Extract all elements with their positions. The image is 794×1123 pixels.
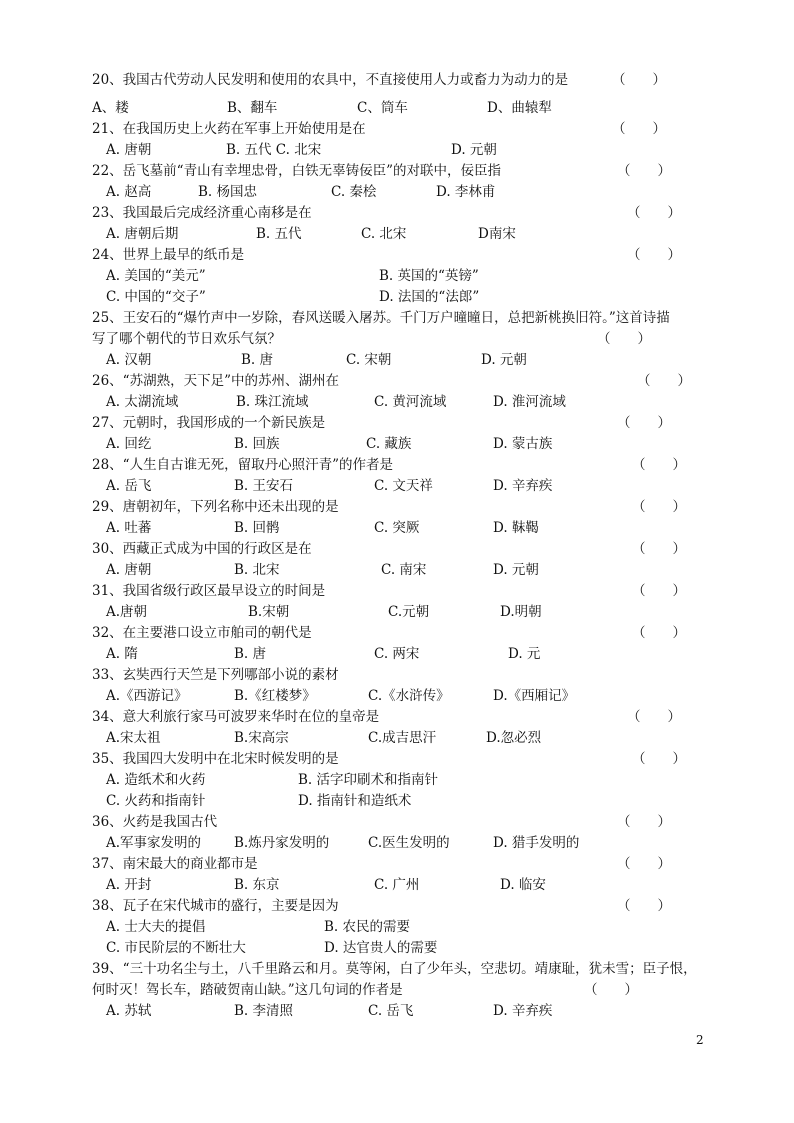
- question-stem-continued: [92, 329, 732, 350]
- question-text: 37、南宋最大的商业都市是: [92, 856, 258, 872]
- question-text: 23、我国最后完成经济重心南移是在: [92, 205, 312, 221]
- options-row: [106, 686, 746, 707]
- option-a: A. 岳飞: [106, 478, 152, 494]
- answer-blank: （ ）: [627, 205, 681, 221]
- option-c: C. 黄河流域: [374, 394, 447, 410]
- question-text: 22、岳飞墓前“青山有幸埋忠骨，白铁无辜铸佞臣”的对联中，佞臣指: [92, 163, 501, 179]
- option-d: D. 元: [508, 646, 541, 662]
- answer-blank: （ ）: [627, 709, 681, 725]
- question-text: 25、王安石的“爆竹声中一岁除，春风送暖入屠苏。千门万户曈曈日，总把新桃换旧符。”这首诗描: [92, 310, 670, 326]
- options-row: [106, 770, 746, 791]
- question-text: 20、我国古代劳动人民发明和使用的农具中，不直接使用人力或畜力为动力的是: [92, 72, 569, 88]
- question-text: 26、“苏湖熟，天下足”中的苏州、湖州在: [92, 373, 339, 389]
- options-row: [106, 938, 746, 959]
- option-d: D.《西厢记》: [493, 688, 576, 704]
- question-text: 31、我国省级行政区最早设立的时间是: [92, 583, 326, 599]
- option-b: B. 回鹘: [234, 520, 280, 536]
- option-a: A. 士大夫的提倡: [106, 919, 206, 935]
- answer-blank: （ ）: [617, 163, 671, 179]
- options-row: [106, 266, 746, 287]
- answer-blank: （ ）: [612, 121, 666, 137]
- option-d: D.忽必烈: [486, 730, 542, 746]
- question-text: 35、我国四大发明中在北宋时候发明的是: [92, 751, 339, 767]
- option-b: B. 杨国忠: [198, 184, 258, 200]
- question-text: 27、元朝时，我国形成的一个新民族是: [92, 415, 326, 431]
- option-a: A. 吐蕃: [106, 520, 152, 536]
- option-a: A. 苏轼: [106, 1003, 152, 1019]
- option-b: B. 活字印刷术和指南针: [298, 772, 439, 788]
- question-stem: [92, 707, 732, 728]
- answer-blank: （ ）: [597, 331, 651, 347]
- question-stem: [92, 455, 732, 476]
- option-b: B.宋高宗: [234, 730, 289, 746]
- options-row: [106, 287, 746, 308]
- option-d: D. 李林甫: [436, 184, 496, 200]
- option-a: A. 隋: [106, 646, 138, 662]
- page-number: 2: [696, 1033, 704, 1047]
- option-bc: B. 五代 C. 北宋: [226, 142, 322, 158]
- option-c: C. 藏族: [366, 436, 412, 452]
- option-b: B.《红楼梦》: [234, 688, 316, 704]
- option-d: D. 法国的“法郎”: [379, 289, 480, 305]
- options-row: [106, 833, 746, 854]
- answer-blank: （ ）: [584, 982, 638, 998]
- options-row: [106, 434, 746, 455]
- question-stem: [92, 413, 732, 434]
- option-a: A.唐朝: [106, 604, 148, 620]
- question-stem: [92, 581, 732, 602]
- option-b: B. 农民的需要: [324, 919, 411, 935]
- option-d: D. 指南针和造纸术: [298, 793, 412, 809]
- question-stem: [92, 161, 732, 182]
- options-row: [106, 644, 746, 665]
- option-d: D、曲辕犁: [487, 100, 552, 116]
- option-a: A. 回纥: [106, 436, 152, 452]
- option-b: B. 回族: [234, 436, 280, 452]
- options-row: [106, 518, 746, 539]
- question-stem: [92, 854, 732, 875]
- option-d: D. 元朝: [493, 562, 539, 578]
- option-b: B.炼丹家发明的: [234, 835, 330, 851]
- answer-blank: （ ）: [632, 583, 686, 599]
- option-b: B. 五代: [256, 226, 302, 242]
- question-stem: [92, 623, 732, 644]
- option-c: C. 广州: [374, 877, 420, 893]
- option-c: C. 北宋: [361, 226, 407, 242]
- option-a: A、耧: [92, 100, 129, 116]
- option-d: D. 元朝: [481, 352, 527, 368]
- option-b: B. 唐: [241, 352, 274, 368]
- options-row: [106, 476, 746, 497]
- answer-blank: （ ）: [632, 625, 686, 641]
- option-c: C.成吉思汗: [368, 730, 437, 746]
- options-row: [106, 875, 746, 896]
- option-d: D. 临安: [500, 877, 546, 893]
- question-stem: [92, 896, 732, 917]
- option-c: C. 中国的“交子”: [106, 289, 206, 305]
- answer-blank: （ ）: [627, 247, 681, 263]
- options-row: [106, 602, 746, 623]
- answer-blank: （ ）: [632, 457, 686, 473]
- option-a: A. 太湖流域: [106, 394, 179, 410]
- question-stem: [92, 539, 732, 560]
- option-b: B. 珠江流域: [236, 394, 309, 410]
- answer-blank: （ ）: [632, 499, 686, 515]
- options-row: [106, 224, 746, 245]
- option-d: D. 元朝: [451, 142, 497, 158]
- question-stem: [92, 959, 732, 980]
- option-b: B.宋朝: [248, 604, 290, 620]
- answer-blank: （ ）: [617, 856, 671, 872]
- question-stem: [92, 70, 732, 91]
- option-a: A. 汉朝: [106, 352, 152, 368]
- option-c: C. 岳飞: [368, 1003, 414, 1019]
- options-row: [106, 182, 746, 203]
- option-d: D. 淮河流域: [493, 394, 566, 410]
- question-text: 28、“人生自古谁无死，留取丹心照汗青”的作者是: [92, 457, 393, 473]
- option-d: D. 靺鞨: [493, 520, 539, 536]
- question-stem: [92, 245, 732, 266]
- question-stem: [92, 371, 732, 392]
- option-d: D.明朝: [500, 604, 542, 620]
- answer-blank: （ ）: [617, 898, 671, 914]
- option-c: C. 市民阶层的不断壮大: [106, 940, 246, 956]
- option-b: B. 王安石: [234, 478, 294, 494]
- question-stem: [92, 497, 732, 518]
- option-a: A. 唐朝后期: [106, 226, 179, 242]
- option-c: C、筒车: [357, 100, 408, 116]
- options-row: [106, 917, 746, 938]
- option-b: B. 北宋: [234, 562, 280, 578]
- option-d: D. 蒙古族: [493, 436, 553, 452]
- question-text: 33、玄奘西行天竺是下列哪部小说的素材: [92, 667, 339, 683]
- question-stem: [92, 203, 732, 224]
- option-a: A.《西游记》: [106, 688, 188, 704]
- option-c: C.医生发明的: [368, 835, 450, 851]
- option-b: B. 英国的“英镑”: [379, 268, 479, 284]
- option-c: C. 突厥: [374, 520, 420, 536]
- options-row: [106, 350, 746, 371]
- options-row: [106, 392, 746, 413]
- option-c: C.元朝: [388, 604, 430, 620]
- question-text: 32、在主要港口设立市舶司的朝代是: [92, 625, 312, 641]
- question-stem: [92, 749, 732, 770]
- option-a: A. 唐朝: [106, 562, 152, 578]
- option-d: D. 达官贵人的需要: [324, 940, 438, 956]
- question-text: 34、意大利旅行家马可波罗来华时在位的皇帝是: [92, 709, 380, 725]
- question-stem: [92, 812, 732, 833]
- answer-blank: （ ）: [632, 751, 686, 767]
- option-d: D. 猎手发明的: [493, 835, 580, 851]
- question-text-continued: 何时灭！驾长车，踏破贺南山缺。”这几句词的作者是: [92, 982, 403, 998]
- option-d: D. 辛弃疾: [493, 1003, 553, 1019]
- question-stem: [92, 665, 732, 686]
- answer-blank: （ ）: [632, 541, 686, 557]
- option-a: A. 美国的“美元”: [106, 268, 206, 284]
- question-text: 39、“三十功名尘与土，八千里路云和月。莫等闲，白了少年头，空悲切。靖康耻，犹未雪；臣子恨，: [92, 961, 697, 977]
- question-stem: [92, 119, 732, 140]
- answer-blank: （ ）: [617, 415, 671, 431]
- option-d: D南宋: [478, 226, 516, 242]
- option-b: B. 李清照: [234, 1003, 294, 1019]
- answer-blank: （ ）: [617, 814, 671, 830]
- question-text: 21、在我国历史上火药在军事上开始使用是在: [92, 121, 366, 137]
- answer-blank: （ ）: [637, 373, 691, 389]
- option-c: C.《水浒传》: [368, 688, 450, 704]
- option-a: A.军事家发明的: [106, 835, 202, 851]
- question-text-continued: 写了哪个朝代的节日欢乐气氛？: [92, 331, 281, 347]
- option-c: C. 宋朝: [346, 352, 392, 368]
- option-c: C. 秦桧: [331, 184, 377, 200]
- option-b: B. 唐: [234, 646, 267, 662]
- option-a: A. 造纸术和火药: [106, 772, 206, 788]
- answer-blank: （ ）: [612, 72, 666, 88]
- question-text: 38、瓦子在宋代城市的盛行，主要是因为: [92, 898, 339, 914]
- option-a: A. 开封: [106, 877, 152, 893]
- option-b: B、翻车: [227, 100, 278, 116]
- option-c: C. 两宋: [374, 646, 420, 662]
- option-b: B. 东京: [234, 877, 280, 893]
- options-row: [106, 140, 746, 161]
- question-text: 29、唐朝初年，下列名称中还未出现的是: [92, 499, 339, 515]
- options-row: [106, 560, 746, 581]
- question-text: 30、西藏正式成为中国的行政区是在: [92, 541, 312, 557]
- option-a: A. 唐朝: [106, 142, 152, 158]
- option-a: A.宋太祖: [106, 730, 161, 746]
- question-stem-continued: [92, 980, 732, 1001]
- option-c: C. 文天祥: [374, 478, 433, 494]
- option-d: D. 辛弃疾: [493, 478, 553, 494]
- option-a: A. 赵高: [106, 184, 152, 200]
- options-row: [106, 1001, 746, 1022]
- question-text: 36、火药是我国古代: [92, 814, 218, 830]
- option-c: C. 南宋: [381, 562, 427, 578]
- options-row: [106, 791, 746, 812]
- question-stem: [92, 308, 732, 329]
- option-c: C. 火药和指南针: [106, 793, 206, 809]
- options-row: [106, 728, 746, 749]
- question-text: 24、世界上最早的纸币是: [92, 247, 245, 263]
- options-row: [92, 98, 732, 119]
